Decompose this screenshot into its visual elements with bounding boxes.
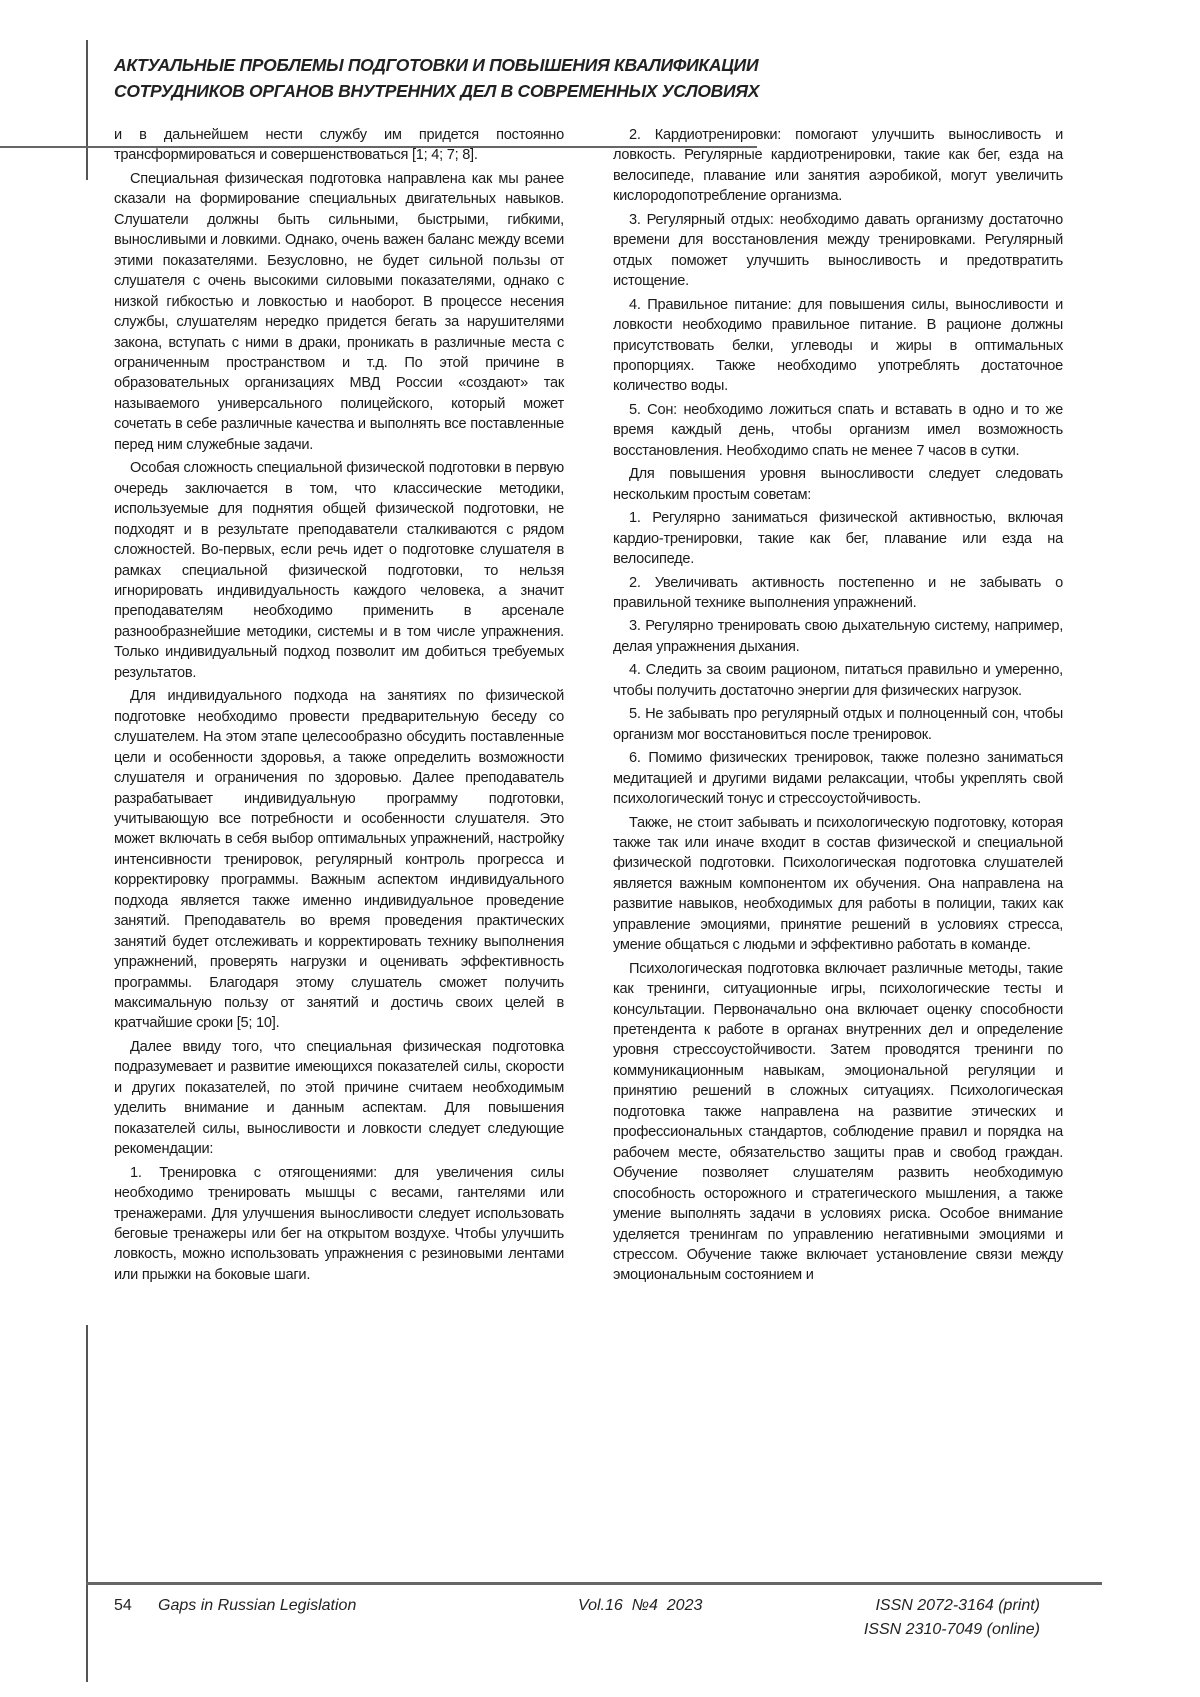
left-column	[114, 125, 564, 1288]
paragraph: 2. Увеличивать активность постепенно и не забывать о правильной технике выполнения упражнений.	[613, 573, 1063, 614]
paragraph: 5. Не забывать про регулярный отдых и полноценный сон, чтобы организм мог восстановиться после тренировок.	[613, 704, 1063, 745]
paragraph: 4. Правильное питание: для повышения силы, выносливости и ловкости необходимо правильное питание. В рационе должны присутствовать белки, углеводы и жиры в оптимальных пропорциях. Также необходимо употреблять достаточное количество воды.	[613, 295, 1063, 397]
paragraph: и в дальнейшем нести службу им придется постоянно трансформироваться и совершенствоваться [1; 4; 7; 8].	[114, 125, 564, 166]
paragraph: Особая сложность специальной физической подготовки в первую очередь заключается в том, что классические методики, используемые для поднятия общей физической подготовки, не подходят и в результате преподаватели сталкиваются с рядом сложностей. Во-первых, если речь идет о подготовке слушателя в рамках специальной физической подготовки, то нельзя игнорировать индивидуальность каждого человека, а значит преподавателям необходимо применить в арсенале разнообразнейшие методики, системы и в том числе упражнения. Только индивидуальный подход позволит им добиться требуемых результатов.	[114, 458, 564, 683]
paragraph: 1. Тренировка с отягощениями: для увеличения силы необходимо тренировать мышцы с весами, гантелями или тренажерами. Для улучшения выносливости следует использовать беговые тренажеры или бег на открытом воздухе. Чтобы улучшить ловкость, можно использовать упражнения с резиновыми лентами или прыжки на боковые шаги.	[114, 1163, 564, 1286]
paragraph: Психологическая подготовка включает различные методы, такие как тренинги, ситуационные игры, психологические тесты и консультации. Первоначально она включает оценку способности претендента к работе в органах внутренних дел и определение уровня стрессоустойчивости. Затем проводятся тренинги по коммуникационным навыкам, эмоциональной регуляции и принятию решений в сложных ситуациях. Психологическая подготовка также направлена на развитие этических и профессиональных стандартов, соблюдение правил и порядка на рабочем месте, обязательство защиты прав и свобод граждан. Обучение позволяет слушателям развить необходимую способность осторожного и стратегического мышления, а также умение выполнять задачи в условиях риска. Особое внимание уделяется тренингам по управлению негативными эмоциями и стрессом. Обучение также включает установление связи между эмоциональным состоянием и	[613, 959, 1063, 1286]
header-line-2: СОТРУДНИКОВ ОРГАНОВ ВНУТРЕННИХ ДЕЛ В СОВРЕМЕННЫХ УСЛОВИЯХ	[114, 78, 759, 104]
paragraph: 5. Сон: необходимо ложиться спать и вставать в одно и то же время каждый день, чтобы организм имел возможность восстановления. Необходимо спать не менее 7 часов в сутки.	[613, 400, 1063, 461]
paragraph: Для индивидуального подхода на занятиях по физической подготовке необходимо провести предварительную беседу со слушателем. На этом этапе целесообразно обсудить поставленные цели и особенности здоровья, а также определить возможности слушателя и ограничения по здоровью. Далее преподаватель разрабатывает индивидуальную программу подготовки, учитывающую все потребности и особенности слушателя. Это может включать в себя выбор оптимальных упражнений, настройку интенсивности тренировок, регулярный контроль прогресса и корректировку программы. Важным аспектом индивидуального подхода является также именно индивидуальное проведение занятий. Преподаватель во время проведения практических занятий будет отслеживать и корректировать технику выполнения упражнений, проверять нагрузки и оценивать эффективность программы. Благодаря этому слушатель сможет получить максимальную пользу от занятий и достичь своих целей в кратчайшие сроки [5; 10].	[114, 686, 564, 1034]
header-vertical-rule	[86, 40, 88, 180]
paragraph: 1. Регулярно заниматься физической активностью, включая кардио-тренировки, такие как бег, плавание или езда на велосипеде.	[613, 508, 1063, 569]
paragraph: 4. Следить за своим рационом, питаться правильно и умеренно, чтобы получить достаточно энергии для физических нагрузок.	[613, 660, 1063, 701]
paragraph: 2. Кардиотренировки: помогают улучшить выносливость и ловкость. Регулярные кардиотренировки, такие как бег, езда на велосипеде, плавание или занятия аэробикой, могут увеличить кислородопотребление организма.	[613, 125, 1063, 207]
paragraph: 3. Регулярно тренировать свою дыхательную систему, например, делая упражнения дыхания.	[613, 616, 1063, 657]
page-number: 54	[114, 1597, 132, 1615]
footer-horizontal-rule	[86, 1582, 1102, 1585]
right-column	[613, 125, 1063, 1289]
journal-name: Gaps in Russian Legislation	[158, 1597, 356, 1615]
issn-print: ISSN 2072-3164 (print)	[875, 1597, 1040, 1615]
issue-info: Vol.16 №4 2023	[578, 1597, 702, 1615]
paragraph: 3. Регулярный отдых: необходимо давать организму достаточно времени для восстановления между тренировками. Регулярный отдых поможет улучшить выносливость и предотвратить истощение.	[613, 210, 1063, 292]
footer-vertical-rule	[86, 1325, 88, 1682]
paragraph: Далее ввиду того, что специальная физическая подготовка подразумевает и развитие имеющихся показателей силы, скорости и других показателей, по этой причине считаем необходимым уделить внимание и данным аспектам. Для повышения показателей силы, выносливости и ловкости следует следующие рекомендации:	[114, 1037, 564, 1160]
issn-online: ISSN 2310-7049 (online)	[864, 1621, 1040, 1639]
paragraph: Специальная физическая подготовка направлена как мы ранее сказали на формирование специальных двигательных навыков. Слушатели должны быть сильными, быстрыми, гибкими, выносливыми и ловкими. Однако, очень важен баланс между всеми этими показателями. Безусловно, не будет сильной пользы от слушателя с очень высокими силовыми показателями, однако с низкой гибкостью и ловкостью и наоборот. В процессе несения службы, слушателям нередко придется бегать за нарушителями закона, вступать с ними в драки, проникать в различные места с ограниченным пространством и т.д. По этой причине в образовательных организациях МВД России «создают» так называемого универсального полицейского, который может сочетать в себе различные качества и выполнять все поставленные перед ним служебные задачи.	[114, 169, 564, 455]
paragraph: 6. Помимо физических тренировок, также полезно заниматься медитацией и другими видами релаксации, чтобы укреплять свой психологический тонус и стрессоустойчивость.	[613, 748, 1063, 809]
header-line-1: АКТУАЛЬНЫЕ ПРОБЛЕМЫ ПОДГОТОВКИ И ПОВЫШЕНИЯ КВАЛИФИКАЦИИ	[114, 52, 759, 78]
paragraph: Также, не стоит забывать и психологическую подготовку, которая также так или иначе входит в состав физической и специальной физической подготовки. Психологическая подготовка слушателей является важным компонентом их обучения. Она направлена на развитие навыков, необходимых для работы в полиции, таких как управление эмоциями, принятие решений в условиях стресса, умение общаться с людьми и эффективно работать в команде.	[613, 813, 1063, 956]
running-header	[114, 52, 759, 104]
paragraph: Для повышения уровня выносливости следует следовать нескольким простым советам:	[613, 464, 1063, 505]
